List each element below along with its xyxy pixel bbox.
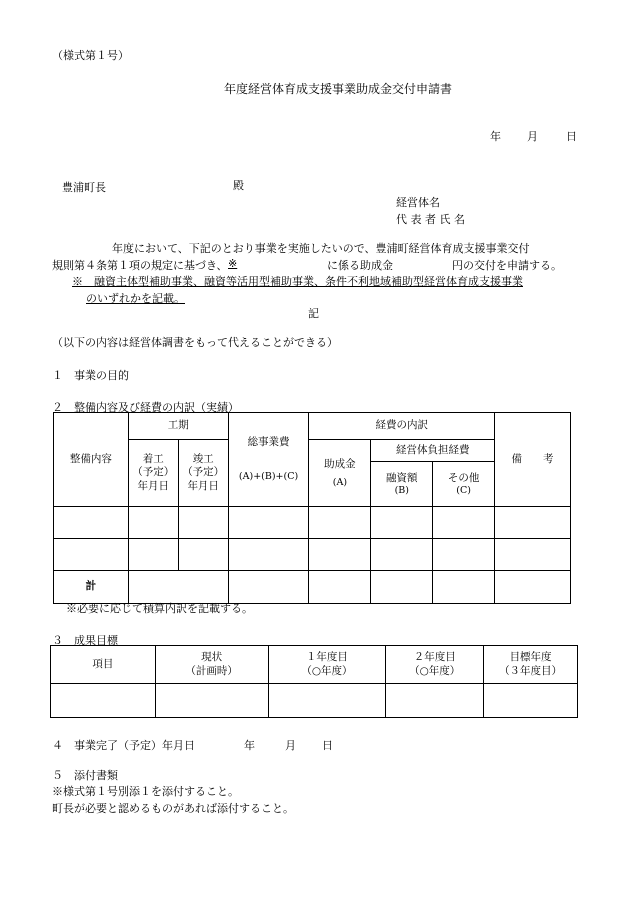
section2-heading: ２ 整備内容及び経費の内訳（実績）: [52, 401, 239, 414]
project-type-mark: ※: [228, 257, 238, 270]
current-label: 現状: [201, 651, 223, 664]
grant-label: 助成金: [324, 457, 356, 470]
year1-label: １年度目: [305, 651, 348, 664]
cell: [54, 507, 129, 539]
applicant-org-label: 経営体名: [396, 196, 440, 209]
cell: [309, 539, 371, 571]
cell: [433, 539, 495, 571]
loan-code: (B): [394, 484, 409, 496]
cell: [371, 507, 433, 539]
cell: [155, 684, 268, 718]
header-current: [155, 646, 268, 684]
addressee-name: 豊浦町長: [62, 181, 106, 194]
cell: [433, 507, 495, 539]
cell: [386, 684, 484, 718]
start-ymd: 年月日: [137, 479, 170, 492]
year1-sub: （○年度）: [301, 664, 353, 677]
cell: [371, 539, 433, 571]
header-total-label: 総事業費: [247, 436, 290, 448]
cell: [228, 571, 309, 604]
date-day: 日: [566, 130, 577, 143]
cell: [495, 571, 571, 604]
other-label: その他: [447, 471, 480, 484]
other-code: (C): [456, 484, 471, 496]
header-total: [228, 413, 309, 507]
cost-footnote: ※必要に応じて積算内訳を記載する。: [66, 602, 253, 615]
header-year1: [268, 646, 386, 684]
completion-year: 年: [244, 739, 255, 752]
header-remarks: 備 考: [495, 413, 571, 507]
cell: [128, 539, 178, 571]
header-period: 工期: [128, 413, 228, 440]
project-type-blank: [228, 257, 326, 270]
cell: [228, 539, 309, 571]
header-burden: 経営体負担経費: [371, 440, 495, 462]
table-row: [54, 507, 571, 539]
cell: [128, 571, 228, 604]
note-line1: ※ 融資主体型補助事業、融資等活用型補助事業、条件不利地域補助型経営体育成支援事業: [72, 275, 523, 288]
header-outcome-item: 項目: [51, 646, 156, 684]
body-line2-b: に係る助成金: [327, 259, 393, 272]
loan-label: 融資額: [386, 471, 418, 484]
header-target-year: [484, 646, 578, 684]
note-line2: のいずれかを記載。: [86, 292, 185, 305]
end-planned: （予定）: [182, 466, 225, 479]
cell: [484, 684, 578, 718]
cell: [228, 507, 309, 539]
form-number: （様式第１号）: [52, 49, 129, 62]
year2-sub: （○年度）: [409, 664, 461, 677]
header-loan: [371, 462, 433, 507]
cell: [178, 507, 228, 539]
header-breakdown: 経費の内訳: [309, 413, 495, 440]
date-month: 月: [527, 130, 538, 143]
cell: [309, 507, 371, 539]
header-grant: [309, 440, 371, 507]
cell: [268, 684, 386, 718]
header-other: [433, 462, 495, 507]
completion-month: 月: [285, 739, 296, 752]
target-sub: （３年度目）: [499, 664, 563, 677]
cell: [309, 571, 371, 604]
applicant-rep-label: 代 表 者 氏 名: [396, 213, 465, 226]
grant-code: (A): [332, 476, 348, 488]
section3-heading: ３ 成果目標: [52, 634, 118, 647]
cell: [128, 507, 178, 539]
header-total-formula: (A)+(B)+(C): [238, 471, 299, 483]
section5-heading: ５ 添付書類: [52, 769, 118, 782]
date-year: 年: [490, 130, 501, 143]
year2-label: ２年度目: [413, 651, 456, 664]
cell: [371, 571, 433, 604]
body-line2-a: 規則第４条第１項の規定に基づき、: [52, 259, 228, 272]
end-ymd: 年月日: [187, 479, 219, 492]
header-item: 整備内容: [54, 413, 129, 507]
header-year2: [386, 646, 484, 684]
start-label: 着工: [142, 453, 164, 466]
attachment-line2: 町長が必要と認めるものがあれば添付すること。: [52, 802, 294, 815]
addressee-honorific: 殿: [233, 179, 244, 192]
cell: [495, 507, 571, 539]
cell: [495, 539, 571, 571]
cell: [54, 539, 129, 571]
header-end-date: [178, 440, 228, 507]
cell: [51, 684, 156, 718]
target-label: 目標年度: [509, 651, 552, 664]
document-title: 年度経営体育成支援事業助成金交付申請書: [224, 82, 453, 96]
section4-heading: ４ 事業完了（予定）年月日: [52, 739, 195, 752]
body-line2-c: 円の交付を申請する。: [452, 259, 562, 272]
cost-breakdown-table: [53, 412, 571, 604]
substitute-note: （以下の内容は経営体調書をもって代えることができる）: [52, 336, 338, 349]
header-start-date: [128, 440, 178, 507]
start-planned: （予定）: [132, 466, 175, 479]
table-row: [54, 539, 571, 571]
end-label: 竣工: [192, 453, 214, 466]
current-sub: （計画時）: [185, 664, 238, 677]
cell: [433, 571, 495, 604]
body-line1: 年度において、下記のとおり事業を実施したいので、豊浦町経営体育成支援事業交付: [112, 242, 530, 255]
attachment-line1: ※様式第１号別添１を添付すること。: [52, 785, 239, 798]
completion-day: 日: [322, 739, 333, 752]
table-row: [51, 684, 578, 718]
total-row: [54, 571, 571, 604]
ki-heading: 記: [308, 307, 319, 320]
outcome-table: [50, 645, 578, 718]
cell: [178, 539, 228, 571]
section1-heading: １ 事業の目的: [52, 369, 129, 382]
total-label: 計: [54, 571, 129, 604]
